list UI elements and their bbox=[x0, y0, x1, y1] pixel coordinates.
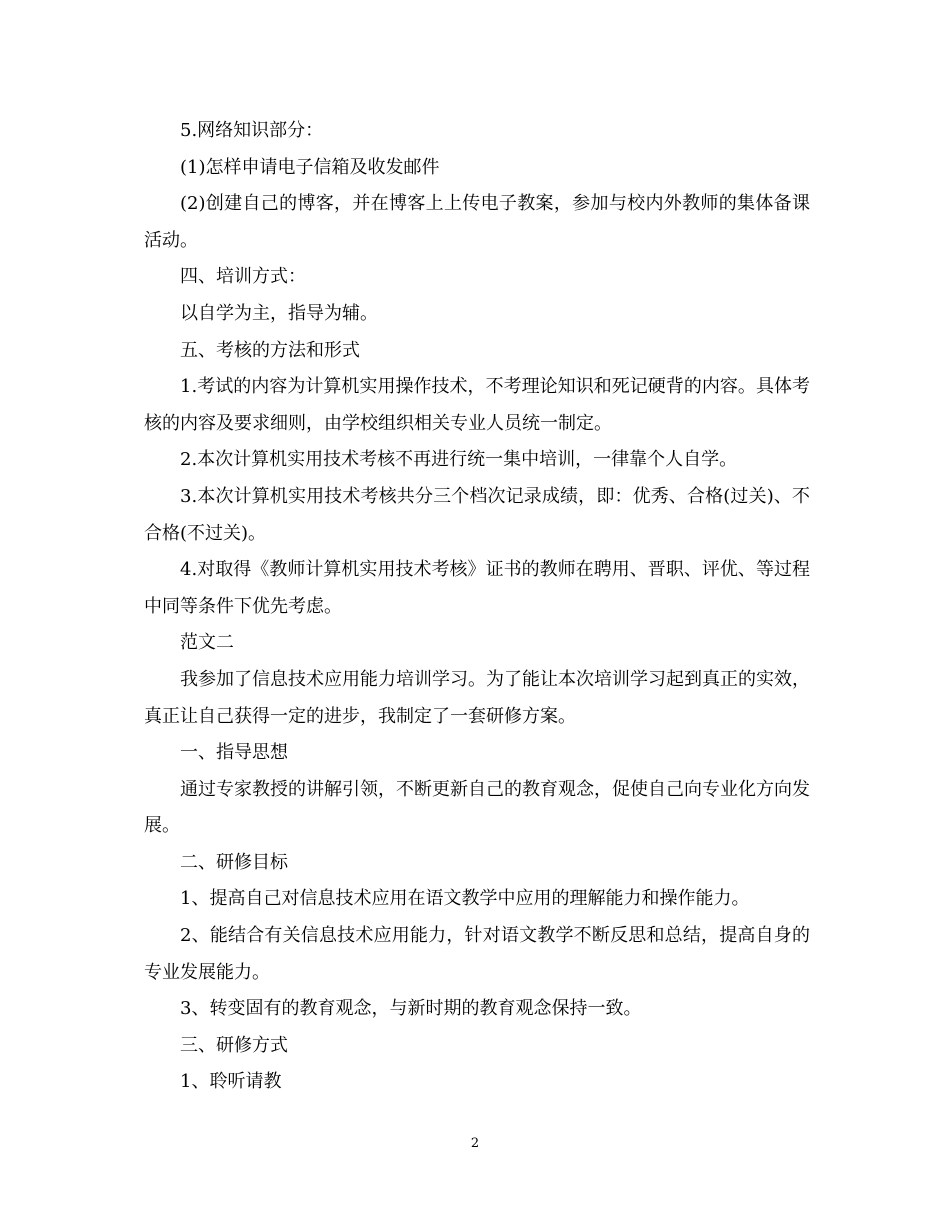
paragraph: 2.本次计算机实用技术考核不再进行统一集中培训，一律靠个人自学。 bbox=[180, 449, 738, 471]
paragraph: 5.网络知识部分： bbox=[180, 120, 324, 141]
paragraph: 通过专家教授的讲解引领，不断更新自己的教育观念，促使自己向专业化方向发展。 bbox=[144, 778, 810, 837]
section-heading: 三、研修方式 bbox=[180, 1034, 288, 1056]
paragraph: 3、转变固有的教育观念，与新时期的教育观念保持一致。 bbox=[180, 998, 642, 1020]
paragraph: 1.考试的内容为计算机实用操作技术，不考理论知识和死记硬背的内容。具体考核的内容及要求细则，由学校组织相关专业人员统一制定。 bbox=[144, 376, 810, 434]
paragraph: 以自学为主，指导为辅。 bbox=[180, 302, 378, 324]
paragraph: 1、聆听请教 bbox=[180, 1071, 282, 1093]
section-heading: 一、指导思想 bbox=[180, 742, 288, 764]
page-number: 2 bbox=[470, 1136, 480, 1151]
paragraph: (1)怎样申请电子信箱及收发邮件 bbox=[180, 156, 440, 178]
paragraph: 2、能结合有关信息技术应用能力，针对语文教学不断反思和总结，提高自身的专业发展能力。 bbox=[144, 925, 810, 983]
section-heading: 二、研修目标 bbox=[180, 851, 288, 873]
section-heading: 四、培训方式： bbox=[180, 266, 306, 288]
paragraph: 3.本次计算机实用技术考核共分三个档次记录成绩，即：优秀、合格(过关)、不合格(不过关)。 bbox=[144, 485, 810, 544]
document-body bbox=[144, 113, 810, 1101]
section-heading: 范文二 bbox=[180, 632, 234, 654]
paragraph: 4.对取得《教师计算机实用技术考核》证书的教师在聘用、晋职、评优、等过程中同等条件下优先考虑。 bbox=[144, 559, 810, 617]
paragraph: (2)创建自己的博客，并在博客上上传电子教案，参加与校内外教师的集体备课活动。 bbox=[144, 193, 810, 251]
paragraph: 我参加了信息技术应用能力培训学习。为了能让本次培训学习起到真正的实效，真正让自己获得一定的进步，我制定了一套研修方案。 bbox=[144, 668, 810, 727]
paragraph: 1、提高自己对信息技术应用在语文教学中应用的理解能力和操作能力。 bbox=[180, 888, 750, 910]
section-heading: 五、考核的方法和形式 bbox=[180, 339, 360, 361]
